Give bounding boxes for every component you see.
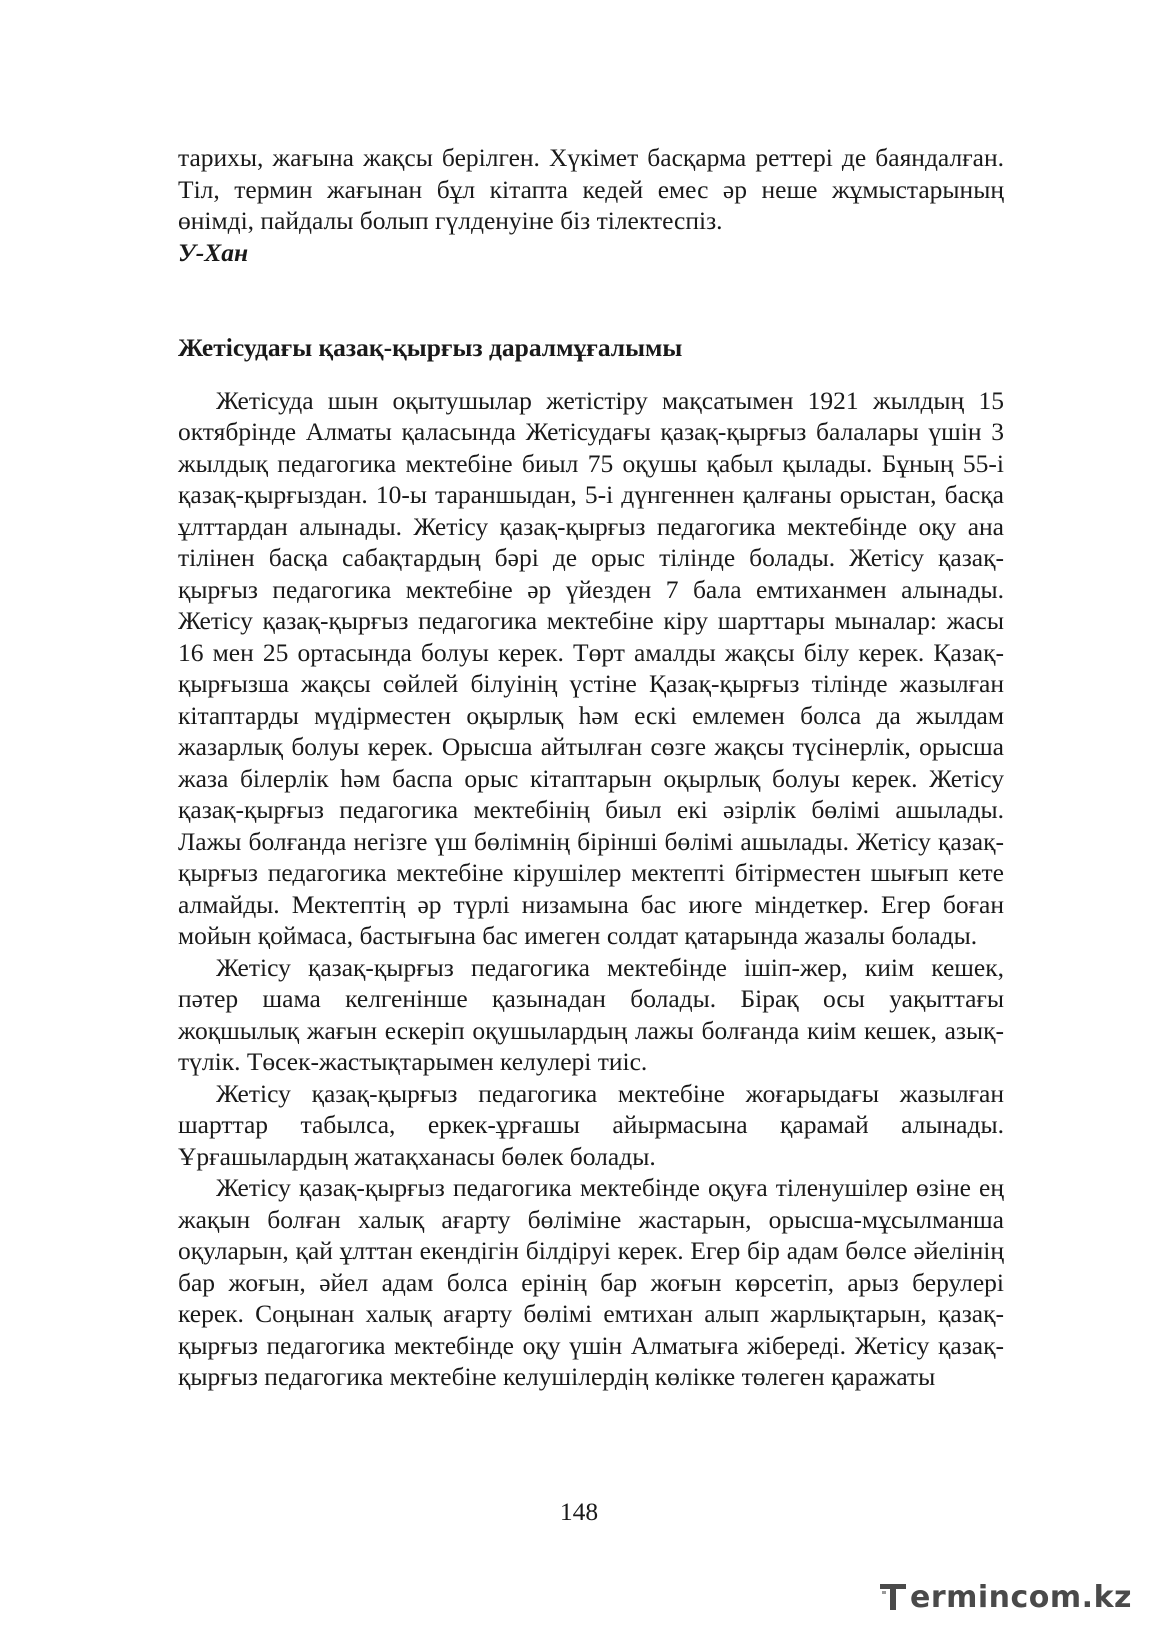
body-paragraph-4: Жетісу қазақ-қырғыз педагогика мектебінде оқуға тіленушілер өзіне ең жақын болған халық ағарту бөліміне жастарын, орысша-мұсылманша оқуларын, қай ұлттан екендігін білдіруі керек. Егер бір адам бөлсе әйелінің бар жоғын, әйел адам болса ерінің бар жоғын көрсетіп, арыз берулері керек. Соңынан халық ағарту бөлімі емтихан алып жарлықтарын, қазақ-қырғыз педагогика мектебінде оқу үшін Алматыға жібереді. Жетісу қазақ-қырғыз педагогика мектебіне келушілердің көлікке төлеген қаражаты bbox=[178, 1173, 1004, 1391]
body-paragraph-2: Жетісу қазақ-қырғыз педагогика мектебінде ішіп-жер, киім кешек, пәтер шама келгенінше қазынадан болады. Бірақ осы уақыттағы жоқшылық жағын ескеріп оқушылардың лажы болғанда киім кешек, азық-түлік. Төсек-жастықтарымен келулері тиіс. bbox=[178, 952, 1004, 1076]
signature: У-Хан bbox=[178, 237, 249, 267]
section-heading: Жетісудағы қазақ-қырғыз даралмұғалымы bbox=[178, 333, 683, 362]
watermark-text: ermincom.kz bbox=[909, 1579, 1132, 1615]
termincom-logo-icon bbox=[878, 1580, 908, 1614]
page-content bbox=[178, 142, 1004, 1393]
intro-paragraph: тарихы, жағына жақсы берілген. Хүкімет басқарма реттері де баяндалған. Тіл, термин жағынан бұл кітапта кедей емес әр неше жұмыстарының өнімді, пайдалы болып гүлденуіне біз тілектеспіз. bbox=[178, 143, 1004, 235]
body-paragraph-1: Жетісуда шын оқытушылар жетістіру мақсатымен 1921 жылдың 15 октябрінде Алматы қаласында Жетісудағы қазақ-қырғыз балалары үшін 3 жылдық педагогика мектебіне биыл 75 оқушы қабыл қылады. Бұның 55-і қазақ-қырғыздан. 10-ы тараншыдан, 5-і дүнгеннен қалғаны орыстан, басқа ұлттардан алынады. Жетісу қазақ-қырғыз педагогика мектебінде оқу ана тілінен басқа сабақтардың бәрі де орыс тілінде болады. Жетісу қазақ-қырғыз педагогика мектебіне әр үйезден 7 бала емтиханмен алынады. Жетісу қазақ-қырғыз педагогика мектебіне кіру шарттары мыналар: жасы 16 мен 25 ортасында болуы керек. Төрт амалды жақсы білу керек. Қазақ-қырғызша жақсы сөйлей білуінің үстіне Қазақ-қырғыз тілінде жазылған кітаптарды мүдірместен оқырлық һәм ескі емлемен болса да жылдам жазарлық болуы керек. Орысша айтылған сөзге жақсы түсінерлік, орысша жаза білерлік һәм баспа орыс кітаптарын оқырлық болуы керек. Жетісу қазақ-қырғыз педагогика мектебінің биыл екі әзірлік бөлімі ашылады. Лажы болғанда негізге үш бөлімнің бірінші бөлімі ашылады. Жетісу қазақ-қырғыз педагогика мектебіне кірушілер мектепті бітірместен шығып кете алмайды. Мектептің әр түрлі низамына бас июге міндеткер. Егер боған мойын қоймаса, бастығына бас имеген солдат қатарында жазалы болады. bbox=[178, 385, 1004, 950]
termincom-watermark bbox=[878, 1577, 1132, 1617]
page-number: 148 bbox=[559, 1497, 599, 1526]
body-paragraph-3: Жетісу қазақ-қырғыз педагогика мектебіне жоғарыдағы жазылған шарттар табылса, еркек-ұрғашы айырмасына қарамай алынады. Ұрғашылардың жатақханасы бөлек болады. bbox=[178, 1078, 1004, 1171]
